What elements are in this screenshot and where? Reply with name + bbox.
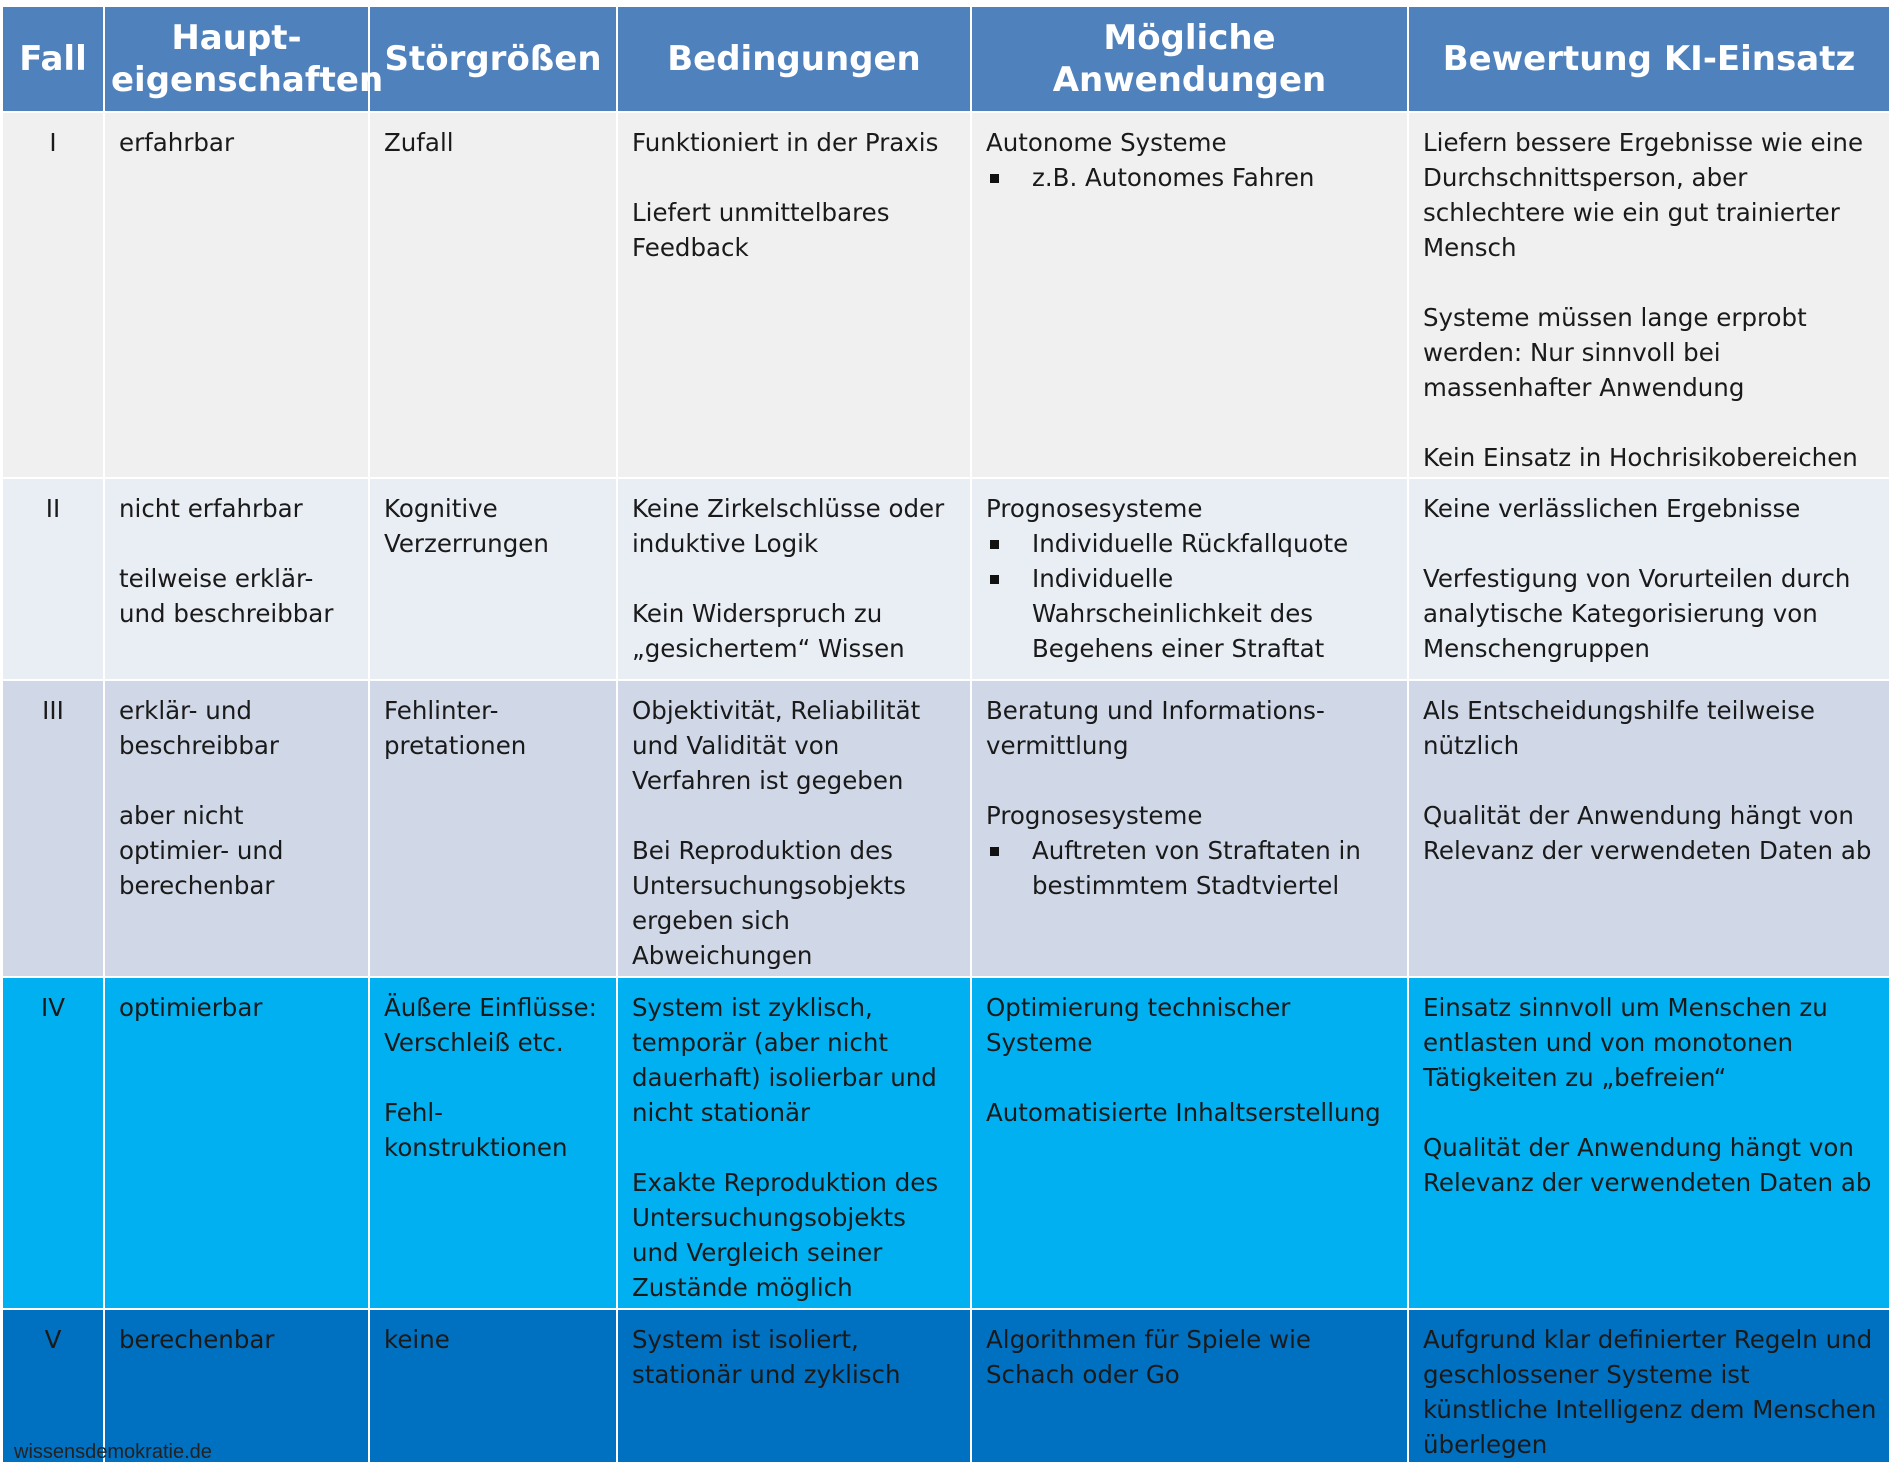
- bewertung-text: Einsatz sinnvoll um Menschen zu entlasten und von monotonen Tätigkeiten zu „befreien“: [1423, 993, 1828, 1092]
- cell-haupteigenschaften: [104, 1309, 369, 1463]
- cell-stoergroessen: [369, 680, 617, 977]
- anwendung-title: Prognosesysteme: [986, 801, 1203, 830]
- cell-bewertung: [1408, 680, 1890, 977]
- bewertung-text: Systeme müssen lange erprobt werden: Nur sinnvoll bei massenhafter Anwendung: [1423, 303, 1807, 402]
- table-row: [2, 478, 1890, 680]
- cell-bewertung: [1408, 1309, 1890, 1463]
- anwendung-list: [986, 160, 1397, 195]
- eigenschaft-text: aber nicht optimier- und berechenbar: [119, 801, 284, 900]
- stoergroesse-text: Fehl-konstruktionen: [384, 1098, 568, 1162]
- anwendung-bullet: z.B. Autonomes Fahren: [986, 160, 1397, 195]
- header-haupteigenschaften: [104, 6, 384, 112]
- cell-fall: II: [2, 478, 104, 680]
- bewertung-text: Verfestigung von Vorurteilen durch analytische Kategorisierung von Menschengruppen: [1423, 564, 1851, 663]
- bedingung-text: Bei Reproduktion des Untersuchungsobjekts ergeben sich Abweichungen: [632, 836, 906, 970]
- eigenschaft-text: teilweise erklär- und beschreibbar: [119, 564, 334, 628]
- cell-stoergroessen: [369, 1309, 617, 1463]
- cell-anwendungen: [971, 1309, 1408, 1463]
- anwendung-bullet: Individuelle Wahrscheinlichkeit des Begehens einer Straftat: [986, 561, 1397, 666]
- anwendung-bullet: Auftreten von Straftaten in bestimmtem Stadtviertel: [986, 833, 1397, 903]
- anwendung-title: Algorithmen für Spiele wie Schach oder Go: [986, 1325, 1311, 1389]
- cell-anwendungen: [971, 478, 1408, 680]
- anwendung-bullet: Individuelle Rückfallquote: [986, 526, 1397, 561]
- anwendung-title: Beratung und Informations-vermittlung: [986, 696, 1325, 760]
- bewertung-text: Qualität der Anwendung hängt von Relevanz der verwendeten Daten ab: [1423, 801, 1872, 865]
- cell-bewertung: [1408, 478, 1890, 680]
- cell-fall: III: [2, 680, 104, 977]
- cell-fall: I: [2, 112, 104, 478]
- header-row: [2, 6, 1890, 112]
- cell-bedingungen: [617, 977, 971, 1309]
- header-haupteigenschaften-text: Haupt- eigenschaften: [111, 18, 384, 100]
- bedingung-text: Funktioniert in der Praxis: [632, 128, 939, 157]
- table-row: [2, 1309, 1890, 1463]
- cell-anwendungen: [971, 112, 1408, 478]
- cell-stoergroessen: [369, 112, 617, 478]
- eigenschaft-text: optimierbar: [119, 993, 263, 1022]
- cell-anwendungen: [971, 680, 1408, 977]
- header-bewertung: Bewertung KI-Einsatz: [1408, 6, 1890, 112]
- stoergroesse-text: Fehlinter-pretationen: [384, 696, 527, 760]
- stoergroesse-text: Äußere Einflüsse: Verschleiß etc.: [384, 993, 597, 1057]
- bedingung-text: Kein Widerspruch zu „gesichertem“ Wissen: [632, 599, 905, 663]
- anwendung-title: Autonome Systeme: [986, 128, 1227, 157]
- anwendung-title: Optimierung technischer Systeme: [986, 993, 1291, 1057]
- bewertung-text: Keine verlässlichen Ergebnisse: [1423, 494, 1801, 523]
- bedingung-text: System ist zyklisch, temporär (aber nicht dauerhaft) isolierbar und nicht stationär: [632, 993, 937, 1127]
- cell-fall: V: [2, 1309, 104, 1463]
- cell-bedingungen: [617, 1309, 971, 1463]
- eigenschaft-text: erfahrbar: [119, 128, 235, 157]
- bedingung-text: Exakte Reproduktion des Untersuchungsobjekts und Vergleich seiner Zustände möglich: [632, 1168, 939, 1302]
- table-row: [2, 680, 1890, 977]
- ki-einsatz-table: [1, 5, 1891, 1464]
- anwendung-list: [986, 833, 1397, 903]
- stoergroesse-text: Kognitive Verzerrungen: [384, 494, 549, 558]
- header-stoergroessen: Störgrößen: [369, 6, 617, 112]
- bewertung-text: Kein Einsatz in Hochrisikobereichen: [1423, 443, 1858, 472]
- bewertung-text: Aufgrund klar definierter Regeln und geschlossener Systeme ist künstliche Intelligenz dem Menschen überlegen: [1423, 1325, 1877, 1459]
- bedingung-text: Objektivität, Reliabilität und Validität von Verfahren ist gegeben: [632, 696, 921, 795]
- cell-haupteigenschaften: [104, 977, 369, 1309]
- eigenschaft-text: nicht erfahrbar: [119, 494, 303, 523]
- bewertung-text: Als Entscheidungshilfe teilweise nützlich: [1423, 696, 1815, 760]
- cell-stoergroessen: [369, 977, 617, 1309]
- cell-haupteigenschaften: [104, 478, 369, 680]
- cell-bedingungen: [617, 680, 971, 977]
- header-anwendungen: Mögliche Anwendungen: [971, 6, 1408, 112]
- anwendung-title: Automatisierte Inhaltserstellung: [986, 1098, 1381, 1127]
- anwendung-list: [986, 526, 1397, 666]
- bewertung-text: Qualität der Anwendung hängt von Relevanz der verwendeten Daten ab: [1423, 1133, 1872, 1197]
- cell-haupteigenschaften: [104, 680, 369, 977]
- cell-bewertung: [1408, 977, 1890, 1309]
- eigenschaft-text: erklär- und beschreibbar: [119, 696, 279, 760]
- cell-anwendungen: [971, 977, 1408, 1309]
- cell-fall: IV: [2, 977, 104, 1309]
- bewertung-text: Liefern bessere Ergebnisse wie eine Durchschnittsperson, aber schlechtere wie ein gut trainierter Mensch: [1423, 128, 1864, 262]
- header-bedingungen: Bedingungen: [617, 6, 971, 112]
- cell-bewertung: [1408, 112, 1890, 478]
- stoergroesse-text: Zufall: [384, 128, 454, 157]
- cell-haupteigenschaften: [104, 112, 369, 478]
- cell-stoergroessen: [369, 478, 617, 680]
- bedingung-text: Liefert unmittelbares Feedback: [632, 198, 890, 262]
- footer-source: wissensdemokratie.de: [14, 1441, 212, 1463]
- bedingung-text: System ist isoliert, stationär und zyklisch: [632, 1325, 901, 1389]
- eigenschaft-text: berechenbar: [119, 1325, 275, 1354]
- bedingung-text: Keine Zirkelschlüsse oder induktive Logik: [632, 494, 945, 558]
- table-row: [2, 977, 1890, 1309]
- table-row: [2, 112, 1890, 478]
- cell-bedingungen: [617, 478, 971, 680]
- cell-bedingungen: [617, 112, 971, 478]
- header-fall: Fall: [2, 6, 104, 112]
- stoergroesse-text: keine: [384, 1325, 450, 1354]
- anwendung-title: Prognosesysteme: [986, 494, 1203, 523]
